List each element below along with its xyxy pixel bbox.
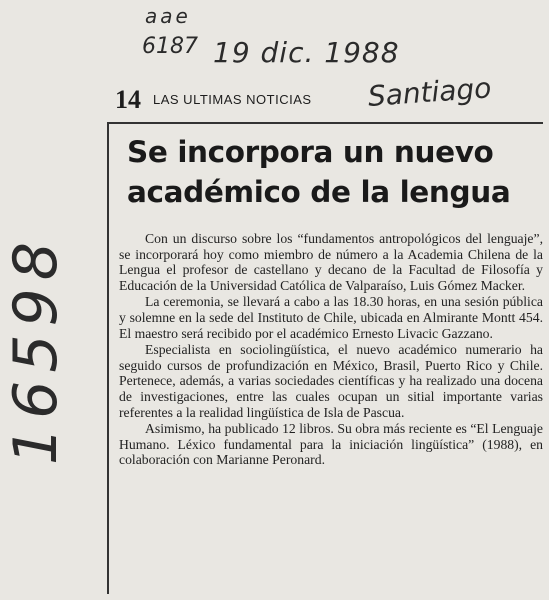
- handwritten-catalog-number: 6187: [142, 34, 198, 59]
- article-headline: Se incorpora un nuevo académico de la lengua: [127, 135, 511, 209]
- newspaper-name: LAS ULTIMAS NOTICIAS: [153, 92, 312, 107]
- article-paragraph: Con un discurso sobre los “fundamentos antropológicos del lenguaje”, se incorporará hoy como miembro de número a la Academia Chilena de la Lengua el profesor de castellano y decano de la Facultad de Filosofía y Educación de la Universidad Católica de Valparaíso, Luis Gómez Macker.: [119, 231, 543, 293]
- article-body: [119, 231, 543, 469]
- handwritten-archive-number: 16598: [1, 234, 71, 466]
- article-paragraph: Asimismo, ha publicado 12 libros. Su obra más reciente es “El Lenguaje Humano. Léxico fundamental para la iniciación lingüística” (1988), en colaboración con Marianne Peronard.: [119, 421, 543, 468]
- article-paragraph: La ceremonia, se llevará a cabo a las 18.30 horas, en una sesión pública y solemne en la sede del Instituto de Chile, ubicada en Almirante Montt 454. El maestro será recibido por el académico Ernesto Livacic Gazzano.: [119, 294, 543, 341]
- article-clipping: [107, 122, 543, 594]
- handwritten-city: Santiago: [366, 71, 493, 113]
- page-number: 14: [115, 85, 141, 114]
- article-paragraph: Especialista en sociolingüística, el nuevo académico numerario ha seguido cursos de profundización en México, Brasil, Puerto Rico y Chile. Pertenece, además, a varias sociedades científicas y ha realizado una docena de investigaciones, entre las cuales ocupan un sitial importante varias referentes a la realidad lingüística de Isla de Pascua.: [119, 342, 543, 420]
- handwritten-reference-code: aae: [145, 4, 191, 28]
- handwritten-date: 19 dic. 1988: [213, 36, 400, 69]
